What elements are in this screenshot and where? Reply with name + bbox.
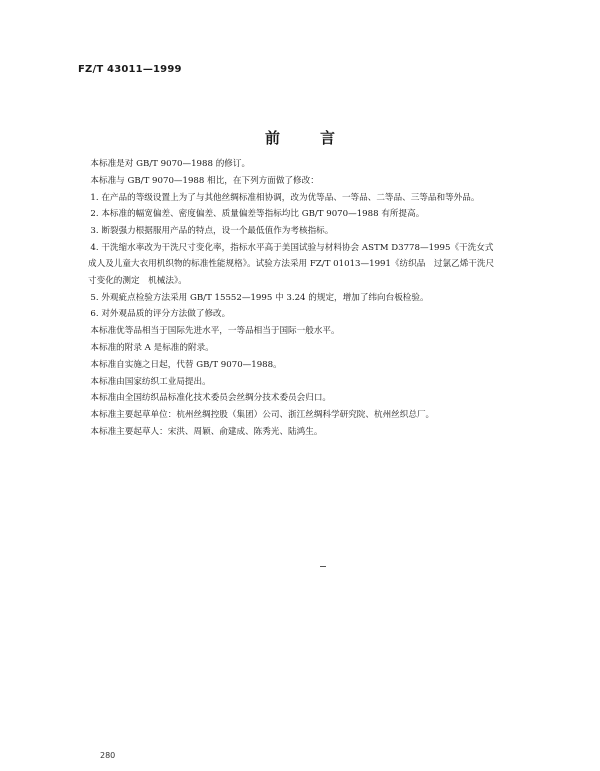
paragraph-drafters: 本标准主要起草人：宋洪、周颖、俞建成、陈秀光、陆鸿生。 [90,426,323,437]
paragraph-revision-note: 本标准是对 GB/T 9070—1988 的修订。 [90,159,251,169]
paragraph-change-6: 6. 对外观品质的评分方法做了修改。 [90,309,231,320]
foreword-body [88,156,496,441]
paragraph-change-5: 5. 外观疵点检验方法采用 GB/T 15552—1995 中 3.24 的规定，增加了纬向台板检验。 [90,292,429,303]
paragraph-replacement: 本标准自实施之日起，代替 GB/T 9070—1988。 [90,359,282,370]
paragraph-drafting-units: 本标准主要起草单位：杭州丝绸控股（集团）公司、浙江丝绸科学研究院、杭州丝织总厂。 [90,410,435,421]
paragraph-administrator: 本标准由全国纺织品标准化技术委员会丝绸分技术委员会归口。 [90,393,332,404]
paragraph-change-4: 4. 干洗缩水率改为干洗尺寸变化率，指标水平高于美国试验与材料协会 ASTM D3778—1995《干洗女式成人及儿童大衣用机织物的标准性能规格》。试验方法采用 FZ/T 01013—1991《纺织品 过氯乙烯干洗尺寸变化的测定 机械法》。 [88,242,495,286]
paragraph-changes-intro: 本标准与 GB/T 9070—1988 相比，在下列方面做了修改： [90,175,319,186]
paragraph-change-2: 2. 本标准的幅宽偏差、密度偏差、质量偏差等指标均比 GB/T 9070—1988 有所提高。 [90,209,425,220]
paragraph-appendix: 本标准的附录 A 是标准的附录。 [90,342,214,353]
standard-code-header: FZ/T 43011—1999 [78,64,182,75]
paragraph-change-3: 3. 断裂强力根据服用产品的特点，设一个最低值作为考核指标。 [90,226,334,237]
paragraph-proposer: 本标准由国家纺织工业局提出。 [90,376,211,387]
paragraph-quality-level: 本标准优等品相当于国际先进水平，一等品相当于国际一般水平。 [90,326,340,337]
page-number: 280 [100,751,116,760]
page-title: 前言 [264,129,375,147]
scan-mark [320,566,326,567]
paragraph-change-1: 1. 在产品的等级设置上为了与其他丝绸标准相协调，改为优等品、一等品、二等品、三等品和等外品。 [90,192,480,203]
